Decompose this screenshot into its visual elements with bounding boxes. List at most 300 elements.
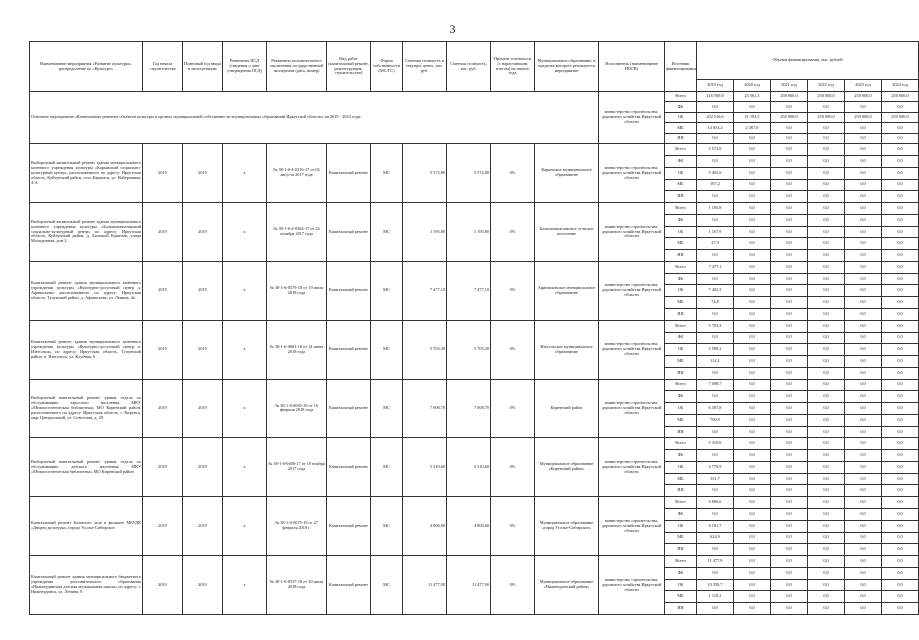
funding-value-cell: 0,0 [882,544,919,556]
funding-value-cell: 0,0 [771,179,808,191]
funding-value-cell: 0,0 [697,426,734,438]
funding-value-cell: 0,0 [882,308,919,320]
readiness-percent: 0% [491,497,535,556]
start-year: 2019 [143,320,183,379]
funding-value-cell: 0,0 [882,520,919,532]
funding-value-cell: 0,0 [882,414,919,426]
ownership-form: МС [371,261,403,320]
funding-value-cell: 0,0 [882,450,919,462]
funding-value-cell: 0,0 [882,250,919,262]
funding-value-cell: 0,0 [771,297,808,309]
funding-value-cell: 0,0 [845,344,882,356]
funding-value-cell: 0,0 [882,567,919,579]
funding-value-cell: 0,0 [771,250,808,262]
funding-value-cell: 0,0 [771,285,808,297]
start-year: 2019 [143,379,183,438]
psd-details: х [223,497,267,556]
funding-value-cell: 0,0 [771,156,808,168]
expertise-details: № 38-1-6-0406-17 от 10 ноября 2017 года [267,438,327,497]
funding-value-cell: 0,0 [845,203,882,215]
psd-details: х [223,203,267,262]
funding-value-cell: 0,0 [734,603,771,615]
page-number: 3 [449,22,456,36]
funding-value-cell: 0,0 [771,450,808,462]
funding-value-cell: 531,7 [697,473,734,485]
funding-value-cell: 0,0 [808,579,845,591]
funding-value-cell: 0,0 [808,344,845,356]
expertise-details: № 38-1-6-0075-18 от 27 февраля 2018 г. [267,497,327,556]
funding-value-cell: 0,0 [808,509,845,521]
funding-value-cell: 0,0 [845,485,882,497]
funding-value-cell: 0,0 [734,238,771,250]
ownership-form: МС [371,438,403,497]
funding-value-cell: 0,0 [882,461,919,473]
col-header-source: Источник финансирования [665,42,697,92]
funding-value-cell: 0,0 [734,320,771,332]
funding-value-cell: 0,0 [882,320,919,332]
funding-value-cell: 0,0 [845,156,882,168]
funding-source-cell: ОБ [665,403,697,415]
work-kind: Капитальный ремонт [327,320,371,379]
funding-source-cell: Всего [665,438,697,450]
funding-value-cell: 0,0 [845,238,882,250]
main-activity-executor: министерство строительства, дорожного хозяйства Иркутской области [599,92,665,144]
funding-value-cell: 0,0 [808,285,845,297]
funding-value-cell: 0,0 [845,556,882,568]
end-year: 2019 [183,203,223,262]
funding-source-cell: ОБ [665,344,697,356]
end-year: 2019 [183,556,223,615]
funding-value-cell: 27,9 [697,238,734,250]
funding-value-cell: 0,0 [882,556,919,568]
funding-value-cell: 0,0 [734,367,771,379]
funding-value-cell: 0,0 [734,191,771,203]
table-row [30,556,919,568]
project-name: Капитальный ремонт здания муниципального казенного учреждения культуры «Культурно-досуговый центр п. Изегольск» по адресу: Иркутская область, Тулунский район, п. Изегольск, ул. Клубная, 6 [30,320,143,379]
funding-source-cell: МБ [665,532,697,544]
funding-value-cell: 0,0 [734,356,771,368]
table-row [30,261,919,273]
funding-value-cell: 0,0 [734,497,771,509]
year-header: 2019 год [697,80,734,92]
funding-value-cell: 0,0 [771,133,808,143]
funding-value-cell: 0,0 [734,532,771,544]
current-cost: 5 703,30 [447,320,491,379]
funding-value-cell: 0,0 [734,509,771,521]
end-year: 2019 [183,144,223,203]
funding-value-cell: 0,0 [734,332,771,344]
funding-source-cell: МБ [665,238,697,250]
funding-value-cell: 7 477,1 [697,261,734,273]
funding-source-cell: ОБ [665,285,697,297]
funding-source-cell: ОБ [665,226,697,238]
expertise-details: № 38-1-6-0082-18 от 16 февраля 2018 года [267,379,327,438]
funding-value-cell: 0,0 [697,367,734,379]
funding-value-cell: 0,0 [845,520,882,532]
estimate-cost: 5 703,30 [403,320,447,379]
funding-value-cell: 0,0 [734,438,771,450]
table-row [30,203,919,215]
funding-value-cell: 0,0 [882,532,919,544]
funding-value-cell: 0,0 [808,544,845,556]
funding-value-cell: 6 307,8 [697,403,734,415]
funding-value-cell: 0,0 [808,297,845,309]
funding-value-cell: 0,0 [808,403,845,415]
funding-value-cell: 0,0 [771,544,808,556]
funding-value-cell: 0,0 [771,603,808,615]
expertise-details: № 38-1-6-0537-18 от 30 июля 2018 года [267,556,327,615]
funding-value-cell: 0,0 [845,297,882,309]
end-year: 2019 [183,497,223,556]
funding-source-cell: ФБ [665,214,697,226]
funding-value-cell: 5 310,6 [697,438,734,450]
funding-value-cell: 0,0 [771,520,808,532]
funding-value-cell: 0,0 [697,450,734,462]
expertise-details: № 38-1-6-0601-18 от 14 июня 2018 года [267,320,327,379]
funding-value-cell: 0,0 [882,273,919,285]
estimate-cost: 7 008,70 [403,379,447,438]
funding-value-cell: 2 367,8 [734,123,771,133]
funding-value-cell: 0,0 [734,567,771,579]
municipality: Афанасьевское муниципальное образование [535,261,599,320]
funding-source-cell: МБ [665,179,697,191]
funding-value-cell: 202 516,6 [697,112,734,122]
funding-value-cell: 0,0 [808,133,845,143]
psd-details: х [223,379,267,438]
funding-value-cell: 0,0 [734,544,771,556]
funding-value-cell: 0,0 [808,123,845,133]
funding-value-cell: 0,0 [845,356,882,368]
funding-value-cell: 0,0 [808,144,845,156]
readiness-percent: 0% [491,203,535,262]
funding-source-cell: ФБ [665,102,697,112]
funding-value-cell: 11 477,9 [697,556,734,568]
funding-source-cell: ФБ [665,509,697,521]
municipality: Изегольское муниципальное образование [535,320,599,379]
funding-value-cell: 0,0 [808,367,845,379]
col-header-psd: Реквизиты ПСД (сведения о дате утверждения ПСД) [223,42,267,92]
executor: министерство строительства, дорожного хозяйства Иркутской области [599,438,665,497]
funding-value-cell: 0,0 [808,603,845,615]
funding-value-cell: 0,0 [734,179,771,191]
funding-value-cell: 0,0 [734,226,771,238]
funding-source-cell: ФБ [665,156,697,168]
funding-value-cell: 0,0 [845,473,882,485]
funding-value-cell: 0,0 [808,250,845,262]
funding-value-cell: 0,0 [882,123,919,133]
funding-value-cell: 0,0 [845,214,882,226]
funding-value-cell: 0,0 [771,391,808,403]
funding-value-cell: 0,0 [808,156,845,168]
funding-value-cell: 114,1 [697,356,734,368]
funding-value-cell: 0,0 [734,261,771,273]
funding-value-cell: 0,0 [734,450,771,462]
funding-value-cell: 0,0 [882,426,919,438]
start-year: 2019 [143,497,183,556]
funding-value-cell: 0,0 [697,214,734,226]
funding-value-cell: 0,0 [808,379,845,391]
start-year: 2019 [143,144,183,203]
funding-value-cell: 0,0 [845,144,882,156]
funding-value-cell: 0,0 [845,191,882,203]
col-header-start: Год начала строительства [143,42,183,92]
estimate-cost: 7 477,10 [403,261,447,320]
funding-value-cell: 0,0 [882,102,919,112]
funding-value-cell: 0,0 [771,426,808,438]
estimate-cost: 1 195,80 [403,203,447,262]
ownership-form: МС [371,320,403,379]
table-row [30,92,919,102]
col-header-estimate: Сметная стоимость в текущих ценах, тыс. руб. [403,42,447,92]
funding-value-cell: 0,0 [771,226,808,238]
funding-value-cell: 0,0 [882,344,919,356]
end-year: 2019 [183,320,223,379]
funding-source-cell: ИИ [665,426,697,438]
funding-value-cell: 250 000,0 [771,92,808,102]
funding-value-cell: 0,0 [771,414,808,426]
funding-value-cell: 0,0 [734,520,771,532]
executor: министерство строительства, дорожного хозяйства Иркутской области [599,320,665,379]
funding-source-cell: ФБ [665,391,697,403]
funding-value-cell: 0,0 [808,238,845,250]
funding-value-cell: 7 402,3 [697,285,734,297]
col-header-expertise: Реквизиты положительного заключения государственной экспертизы (дата, номер) [267,42,327,92]
funding-source-cell: ИИ [665,250,697,262]
funding-value-cell: 0,0 [845,308,882,320]
funding-value-cell: 0,0 [734,379,771,391]
start-year: 2019 [143,438,183,497]
funding-value-cell: 0,0 [734,297,771,309]
funding-value-cell: 0,0 [771,144,808,156]
funding-value-cell: 0,0 [771,591,808,603]
funding-source-cell: ФБ [665,450,697,462]
funding-value-cell: 10 359,7 [697,579,734,591]
project-name: Капитальный ремонт Большого зала в филиале МБУДК «Дворец культуры» города Усолье-Сибирское [30,497,143,556]
expertise-details: № 38-1-6-4-0364-17 от 24 октября 2017 года [267,203,327,262]
table-row [30,320,919,332]
funding-value-cell: 0,0 [845,414,882,426]
funding-source-cell: ОБ [665,520,697,532]
work-kind: Капитальный ремонт [327,144,371,203]
funding-value-cell: 0,0 [882,226,919,238]
funding-source-cell: МБ [665,356,697,368]
funding-value-cell: 0,0 [734,579,771,591]
funding-value-cell: 0,0 [808,320,845,332]
executor: министерство строительства, дорожного хозяйства Иркутской области [599,497,665,556]
funding-source-cell: Всего [665,320,697,332]
funding-value-cell: 216 569,8 [697,92,734,102]
funding-value-cell: 0,0 [734,308,771,320]
funding-value-cell: 250 000,0 [771,112,808,122]
funding-value-cell: 250 000,0 [808,112,845,122]
year-header: 2021 год [771,80,808,92]
table-row [30,144,919,156]
funding-value-cell: 0,0 [882,591,919,603]
funding-value-cell: 0,0 [771,403,808,415]
funding-value-cell: 0,0 [771,191,808,203]
funding-value-cell: 0,0 [808,308,845,320]
funding-value-cell: 0,0 [808,532,845,544]
year-header: 2024 год [882,80,919,92]
funding-value-cell: 250 000,0 [845,92,882,102]
funding-value-cell: 0,0 [697,156,734,168]
funding-source-cell: ОБ [665,112,697,122]
readiness-percent: 0% [491,144,535,203]
funding-value-cell: 0,0 [882,391,919,403]
estimate-cost: 5 310,60 [403,438,447,497]
col-header-cost: Сметная стоимость, тыс. руб. [447,42,491,92]
funding-value-cell: 0,0 [771,461,808,473]
funding-value-cell: 0,0 [808,438,845,450]
funding-value-cell: 0,0 [845,532,882,544]
funding-value-cell: 0,0 [771,203,808,215]
current-cost: 5 572,80 [447,144,491,203]
funding-value-cell: 0,0 [882,603,919,615]
funding-value-cell: 0,0 [882,179,919,191]
funding-value-cell: 0,0 [882,297,919,309]
funding-value-cell: 0,0 [882,379,919,391]
funding-value-cell: 0,0 [882,485,919,497]
municipality: Муниципальное образование «город Усолье-Сибирское» [535,497,599,556]
funding-value-cell: 0,0 [808,485,845,497]
funding-value-cell: 0,0 [771,102,808,112]
funding-value-cell: 74,8 [697,297,734,309]
funding-value-cell: 0,0 [808,473,845,485]
readiness-percent: 0% [491,261,535,320]
funding-source-cell: Всего [665,261,697,273]
funding-value-cell: 0,0 [845,179,882,191]
funding-value-cell: 0,0 [808,191,845,203]
funding-value-cell: 0,0 [882,403,919,415]
funding-value-cell: 0,0 [845,273,882,285]
funding-value-cell: 0,0 [734,250,771,262]
funding-source-cell: ФБ [665,332,697,344]
funding-value-cell: 0,0 [845,332,882,344]
funding-value-cell: 0,0 [771,556,808,568]
work-kind: Капитальный ремонт [327,438,371,497]
funding-value-cell: 0,0 [808,556,845,568]
funding-value-cell: 0,0 [771,356,808,368]
municipality: Муниципальное образование «Киренский район» [535,438,599,497]
expertise-details: № 38-1-6-4-0316-17 от 02 августа 2017 года [267,144,327,203]
funding-value-cell: 0,0 [845,167,882,179]
funding-value-cell: 0,0 [734,485,771,497]
funding-value-cell: 0,0 [845,379,882,391]
funding-value-cell: 0,0 [845,461,882,473]
funding-value-cell: 0,0 [882,473,919,485]
work-kind: Капитальный ремонт [327,203,371,262]
municipality: Большекашелакское сельское поселение [535,203,599,262]
ownership-form: МС [371,144,403,203]
funding-value-cell: 0,0 [808,214,845,226]
funding-value-cell: 0,0 [808,497,845,509]
funding-value-cell: 0,0 [845,544,882,556]
col-header-volume: Объемы финансирования, тыс. рублей [697,42,919,80]
funding-value-cell: 0,0 [845,591,882,603]
funding-value-cell: 0,0 [808,203,845,215]
project-name: Выборочный капитальный ремонт здания муниципального казенного учреждения культуры «Большекашелакский социально-культурный центр» по адресу: Иркутская область, Куйтунский район, д. Большой Кашелак, улица Молодежная, дом 2 [30,203,143,262]
funding-source-cell: Всего [665,556,697,568]
funding-value-cell: 7 008,7 [697,379,734,391]
funding-value-cell: 0,0 [882,579,919,591]
funding-value-cell: 4 779,9 [697,461,734,473]
work-kind: Капитальный ремонт [327,379,371,438]
funding-value-cell: 0,0 [882,156,919,168]
end-year: 2019 [183,379,223,438]
funding-source-cell: МБ [665,591,697,603]
col-header-readiness: Процент готовности (с нарастающим итогом) на начало года [491,42,535,92]
start-year: 2019 [143,261,183,320]
funding-value-cell: 1 118,2 [697,591,734,603]
executor: министерство строительства, дорожного хозяйства Иркутской области [599,261,665,320]
funding-value-cell: 5 589,2 [697,344,734,356]
funding-source-cell: ИИ [665,485,697,497]
funding-value-cell: 0,0 [845,391,882,403]
funding-value-cell: 0,0 [771,532,808,544]
funding-value-cell: 0,0 [882,191,919,203]
funding-value-cell: 0,0 [771,238,808,250]
col-header-end: Плановый год ввода в эксплуатацию [183,42,223,92]
funding-value-cell: 0,0 [808,273,845,285]
funding-value-cell: 1 167,9 [697,226,734,238]
funding-source-cell: ИИ [665,133,697,143]
funding-value-cell: 0,0 [697,250,734,262]
funding-value-cell: 21 193,5 [734,112,771,122]
funding-value-cell: 250 000,0 [845,112,882,122]
funding-value-cell: 0,0 [771,167,808,179]
funding-value-cell: 1 195,8 [697,203,734,215]
start-year: 2019 [143,556,183,615]
funding-value-cell: 0,0 [882,497,919,509]
current-cost: 7 008,70 [447,379,491,438]
funding-value-cell: 0,0 [882,203,919,215]
funding-source-cell: МБ [665,414,697,426]
funding-value-cell: 0,0 [882,438,919,450]
funding-value-cell: 0,0 [771,367,808,379]
funding-source-cell: ИИ [665,367,697,379]
funding-value-cell: 0,0 [771,273,808,285]
funding-value-cell: 250 000,0 [882,92,919,102]
funding-value-cell: 0,0 [771,497,808,509]
funding-value-cell: 0,0 [845,320,882,332]
municipality: Киренский район [535,379,599,438]
funding-source-cell: Всего [665,379,697,391]
funding-value-cell: 4 806,6 [697,497,734,509]
funding-value-cell: 0,0 [734,556,771,568]
funding-value-cell: 0,0 [845,450,882,462]
table-row [30,438,919,450]
funding-value-cell: 0,0 [845,603,882,615]
col-header-executor: Исполнитель (наименование ИОГВ) [599,42,665,92]
col-header-kind: Вид работ (капитальный ремонт, реконструкция, строительство) [327,42,371,92]
funding-value-cell: 4 181,7 [697,520,734,532]
funding-value-cell: 0,0 [808,356,845,368]
funding-value-cell: 5 572,8 [697,144,734,156]
funding-value-cell: 0,0 [771,320,808,332]
municipality: Муниципальное образование «Нижнеудинский район» [535,556,599,615]
funding-source-cell: ИИ [665,191,697,203]
funding-value-cell: 0,0 [808,450,845,462]
psd-details: х [223,261,267,320]
funding-value-cell: 0,0 [845,579,882,591]
funding-value-cell: 0,0 [845,123,882,133]
funding-value-cell: 0,0 [697,603,734,615]
funding-value-cell: 0,0 [734,391,771,403]
ownership-form: МС [371,556,403,615]
project-name: Выборочный капитальный ремонт здания отдела по обслуживанию детского населения МКУ «Межпоселенческая библиотека» МО Киренский район [30,438,143,497]
municipality: Карымское муниципальное образование [535,144,599,203]
financing-table [29,41,919,615]
